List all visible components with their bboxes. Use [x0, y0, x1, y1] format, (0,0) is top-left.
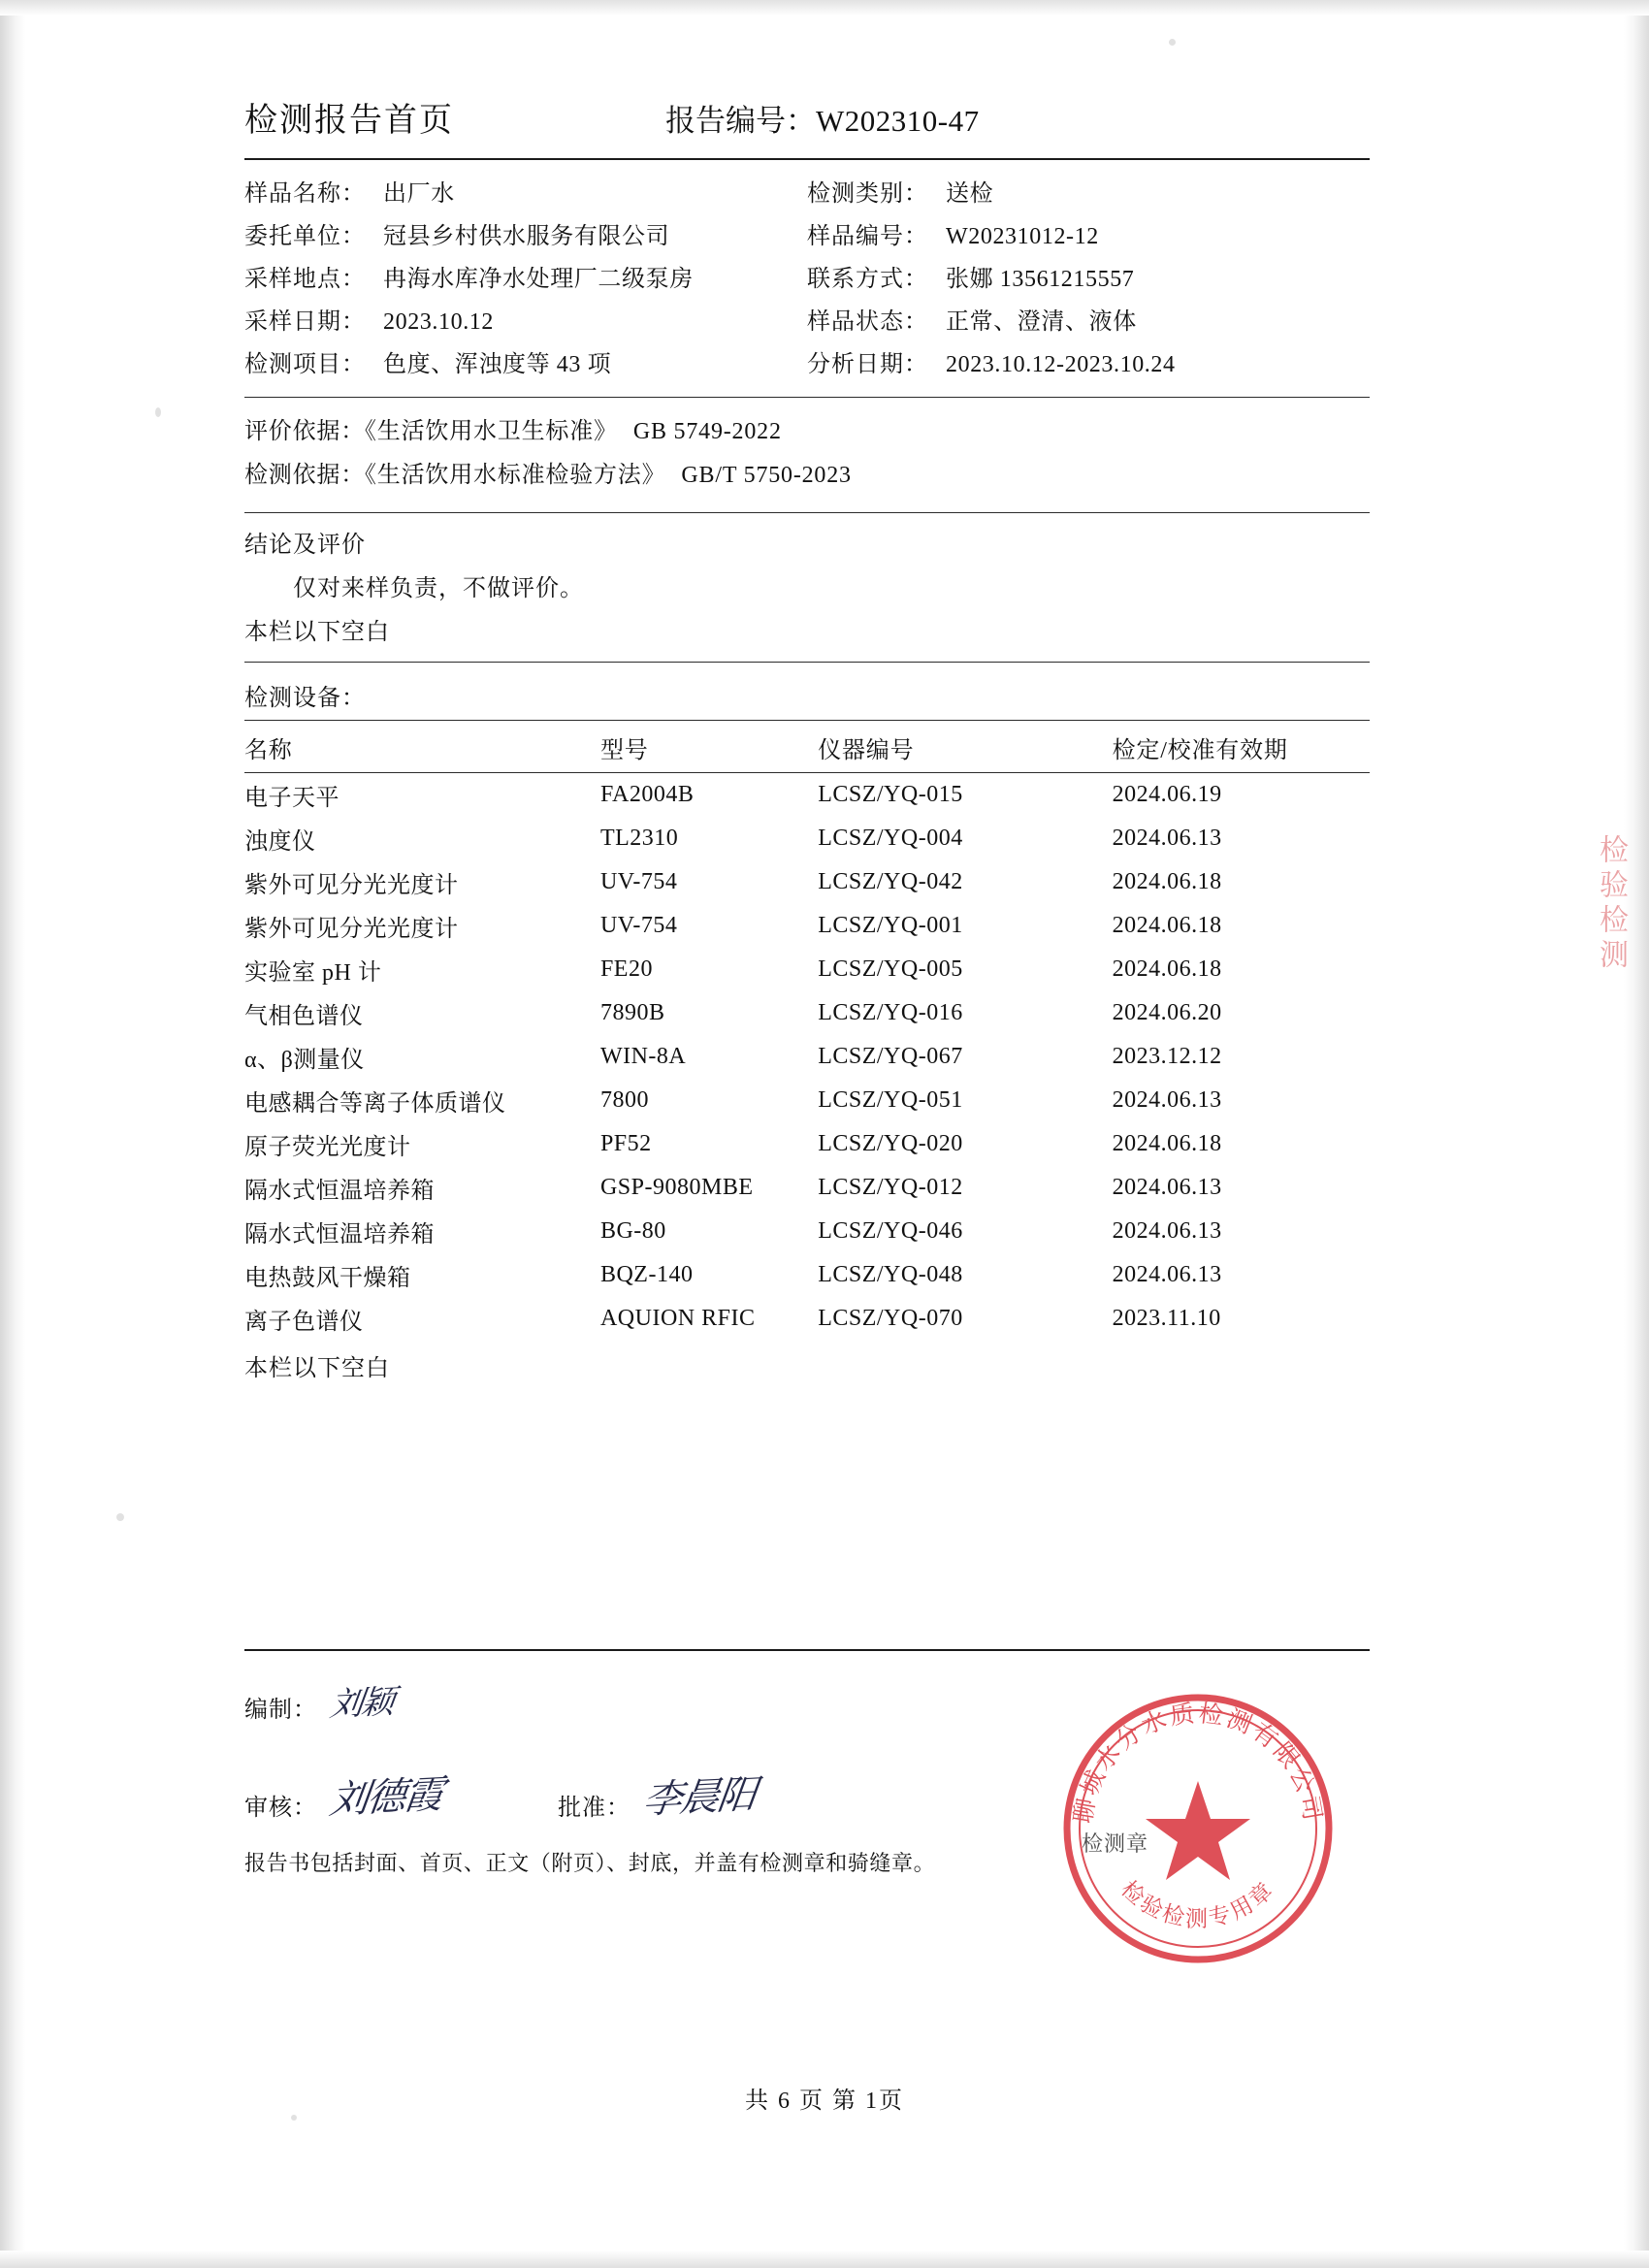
report-number-value: W202310-47 [816, 104, 980, 138]
cell-serial: LCSZ/YQ-001 [818, 913, 963, 938]
table-row [244, 1079, 1370, 1122]
info-row [244, 259, 1370, 293]
cell-serial: LCSZ/YQ-048 [818, 1262, 963, 1287]
document-header [244, 93, 1370, 158]
cell-model: AQUION RFIC [599, 1306, 756, 1331]
cell-validity: 2024.06.13 [1112, 1087, 1222, 1113]
info-label: 样品状态： [807, 309, 928, 335]
info-value: 2023.10.12-2023.10.24 [946, 352, 1176, 377]
cell-name: 气相色谱仪 [244, 1004, 364, 1029]
cell-name: 紫外可见分光光度计 [244, 917, 459, 942]
cell-validity: 2024.06.13 [1112, 1218, 1222, 1244]
info-label: 采样日期： [244, 309, 366, 335]
cell-validity: 2024.06.18 [1112, 956, 1222, 982]
testing-basis-value: 《生活饮用水标准检验方法》 [365, 463, 666, 488]
page-edge-top [0, 0, 1649, 16]
cell-validity: 2023.11.10 [1112, 1306, 1221, 1331]
column-header-validity: 检定/校准有效期 [1095, 725, 1370, 773]
cell-model: 7800 [599, 1087, 649, 1113]
info-row [244, 174, 1370, 208]
cell-name: 电感耦合等离子体质谱仪 [244, 1091, 506, 1117]
info-row [244, 216, 1370, 250]
info-value: 色度、浑浊度等 43 项 [383, 352, 612, 377]
seal-label: 检测章 [1082, 1831, 1149, 1856]
info-label: 采样地点： [244, 267, 366, 292]
info-cell-sample-state [807, 302, 1350, 336]
conclusion-block [244, 513, 1370, 662]
cell-validity: 2024.06.18 [1112, 913, 1222, 938]
page-footer: 共 6 页 第 1页 [745, 2089, 904, 2114]
cell-serial: LCSZ/YQ-005 [818, 956, 963, 982]
edge-seal-mark: 检验检测 [1595, 834, 1627, 974]
cell-serial: LCSZ/YQ-020 [818, 1131, 963, 1156]
info-label: 检测项目： [244, 352, 366, 377]
testing-basis [244, 455, 1370, 489]
table-row [244, 773, 1370, 818]
cell-name: 隔水式恒温培养箱 [244, 1179, 435, 1204]
equipment-title: 检测设备： [244, 686, 366, 711]
cell-name: α、β测量仪 [244, 1048, 365, 1073]
column-header-name: 名称 [244, 725, 600, 773]
info-cell-sampling-date [244, 302, 807, 336]
cell-validity: 2024.06.13 [1112, 1175, 1222, 1200]
info-value: 正常、澄清、液体 [946, 309, 1137, 335]
equipment-block [244, 663, 1370, 1382]
table-row [244, 860, 1370, 904]
page-edge-right [1624, 0, 1649, 2268]
evaluation-basis-standard: GB 5749-2022 [632, 419, 782, 444]
info-value: 冉海水库净水处理厂二级泵房 [383, 267, 694, 292]
equipment-blank-note: 本栏以下空白 [244, 1356, 390, 1381]
cell-model: UV-754 [599, 913, 678, 938]
approved-by-group [558, 1766, 758, 1823]
cell-model: WIN-8A [599, 1044, 687, 1069]
info-label: 委托单位： [244, 224, 366, 249]
cell-validity: 2024.06.13 [1112, 826, 1222, 851]
info-label: 样品名称： [244, 181, 366, 207]
cell-serial: LCSZ/YQ-015 [818, 782, 963, 807]
cell-name: 离子色谱仪 [244, 1310, 364, 1335]
cell-model: FE20 [599, 956, 653, 982]
report-footnote: 报告书包括封面、首页、正文（附页）、封底，并盖有检测章和骑缝章。 [244, 1851, 936, 1875]
table-header-row [244, 725, 1370, 773]
cell-validity: 2024.06.20 [1112, 1000, 1222, 1025]
table-row [244, 991, 1370, 1035]
conclusion-text: 仅对来样负责，不做评价。 [293, 576, 584, 601]
page-edge-bottom [0, 2251, 1649, 2268]
info-value: 送检 [946, 181, 994, 207]
info-cell-test-items [244, 344, 807, 378]
evaluation-basis-label: 评价依据： [244, 419, 365, 444]
cell-model: 7890B [599, 1000, 665, 1025]
cell-model: UV-754 [599, 869, 678, 894]
cell-validity: 2024.06.18 [1112, 1131, 1222, 1156]
table-row [244, 1253, 1370, 1297]
cell-serial: LCSZ/YQ-067 [818, 1044, 963, 1069]
svg-text:聊城水分水质检测有限公司: 聊城水分水质检测有限公司 [1070, 1701, 1326, 1826]
info-cell-sample-no [807, 216, 1350, 250]
document-body [244, 93, 1370, 1382]
info-label: 分析日期： [807, 352, 928, 377]
cell-model: FA2004B [599, 782, 695, 807]
reviewed-by-signature: 刘德霞 [327, 1772, 444, 1823]
evaluation-basis [244, 411, 1370, 445]
table-row [244, 817, 1370, 860]
cell-name: 实验室 pH 计 [244, 960, 382, 986]
info-cell-sample-name [244, 174, 807, 208]
svg-text:检验检测专用章: 检验检测专用章 [1116, 1876, 1280, 1931]
info-row [244, 302, 1370, 336]
info-label: 样品编号： [807, 224, 928, 249]
page-edge-left [0, 0, 25, 2268]
basis-block [244, 398, 1370, 512]
cell-serial: LCSZ/YQ-046 [818, 1218, 963, 1244]
info-row [244, 344, 1370, 378]
cell-serial: LCSZ/YQ-042 [818, 869, 963, 894]
report-number-label: 报告编号： [665, 104, 816, 138]
conclusion-blank-note: 本栏以下空白 [244, 620, 390, 645]
page-speck [116, 1513, 124, 1521]
report-number [665, 96, 980, 140]
cell-serial: LCSZ/YQ-051 [818, 1087, 963, 1113]
info-cell-sampling-location [244, 259, 807, 293]
equipment-table [244, 725, 1370, 1341]
reviewed-by-group [244, 1766, 444, 1823]
table-row [244, 1166, 1370, 1210]
info-label: 联系方式： [807, 267, 928, 292]
column-header-serial: 仪器编号 [818, 725, 1094, 773]
info-value: 张娜 13561215557 [946, 267, 1135, 292]
cell-serial: LCSZ/YQ-070 [818, 1306, 963, 1331]
cell-validity: 2023.12.12 [1112, 1044, 1222, 1069]
prepared-by-label: 编制： [244, 1698, 317, 1723]
conclusion-title: 结论及评价 [244, 533, 366, 558]
cell-model: BG-80 [599, 1218, 666, 1244]
info-cell-analysis-date [807, 344, 1350, 378]
cell-name: 电子天平 [244, 786, 340, 811]
divider-equipment-top [244, 720, 1370, 721]
approved-by-label: 批准： [558, 1796, 630, 1821]
column-header-model: 型号 [600, 725, 818, 773]
table-row [244, 948, 1370, 991]
page-speck [291, 2115, 297, 2121]
page-speck [155, 407, 161, 417]
evaluation-basis-value: 《生活饮用水卫生标准》 [365, 419, 618, 444]
info-cell-client [244, 216, 807, 250]
cell-name: 电热鼓风干燥箱 [244, 1266, 411, 1291]
sample-info-block [244, 160, 1370, 397]
cell-model: BQZ-140 [599, 1262, 694, 1287]
reviewed-by-label: 审核： [244, 1796, 317, 1821]
cell-model: GSP-9080MBE [599, 1175, 754, 1200]
cell-name: 紫外可见分光光度计 [244, 873, 459, 898]
page-title: 检测报告首页 [244, 103, 454, 139]
prepared-by-signature: 刘颖 [327, 1682, 396, 1725]
cell-validity: 2024.06.18 [1112, 869, 1222, 894]
testing-basis-label: 检测依据： [244, 463, 365, 488]
cell-name: 浊度仪 [244, 829, 316, 855]
info-value: 2023.10.12 [383, 309, 494, 335]
info-label: 检测类别： [807, 181, 928, 207]
divider-signature [244, 1649, 1370, 1651]
cell-validity: 2024.06.13 [1112, 1262, 1222, 1287]
table-row [244, 1210, 1370, 1253]
info-value: 出厂水 [383, 181, 455, 207]
cell-serial: LCSZ/YQ-012 [818, 1175, 963, 1200]
cell-name: 隔水式恒温培养箱 [244, 1222, 435, 1247]
approved-by-signature: 李晨阳 [640, 1772, 758, 1823]
info-cell-test-category [807, 174, 1350, 208]
cell-serial: LCSZ/YQ-004 [818, 826, 963, 851]
table-row [244, 904, 1370, 948]
table-row [244, 1122, 1370, 1166]
info-value: 冠县乡村供水服务有限公司 [383, 224, 670, 249]
testing-basis-standard: GB/T 5750-2023 [681, 463, 852, 488]
page-speck [1169, 39, 1176, 46]
cell-model: TL2310 [599, 826, 679, 851]
cell-name: 原子荧光光度计 [244, 1135, 411, 1160]
info-cell-contact [807, 259, 1350, 293]
cell-model: PF52 [599, 1131, 652, 1156]
info-value: W20231012-12 [946, 224, 1099, 249]
table-row [244, 1297, 1370, 1341]
cell-validity: 2024.06.19 [1112, 782, 1222, 807]
table-row [244, 1035, 1370, 1079]
cell-serial: LCSZ/YQ-016 [818, 1000, 963, 1025]
